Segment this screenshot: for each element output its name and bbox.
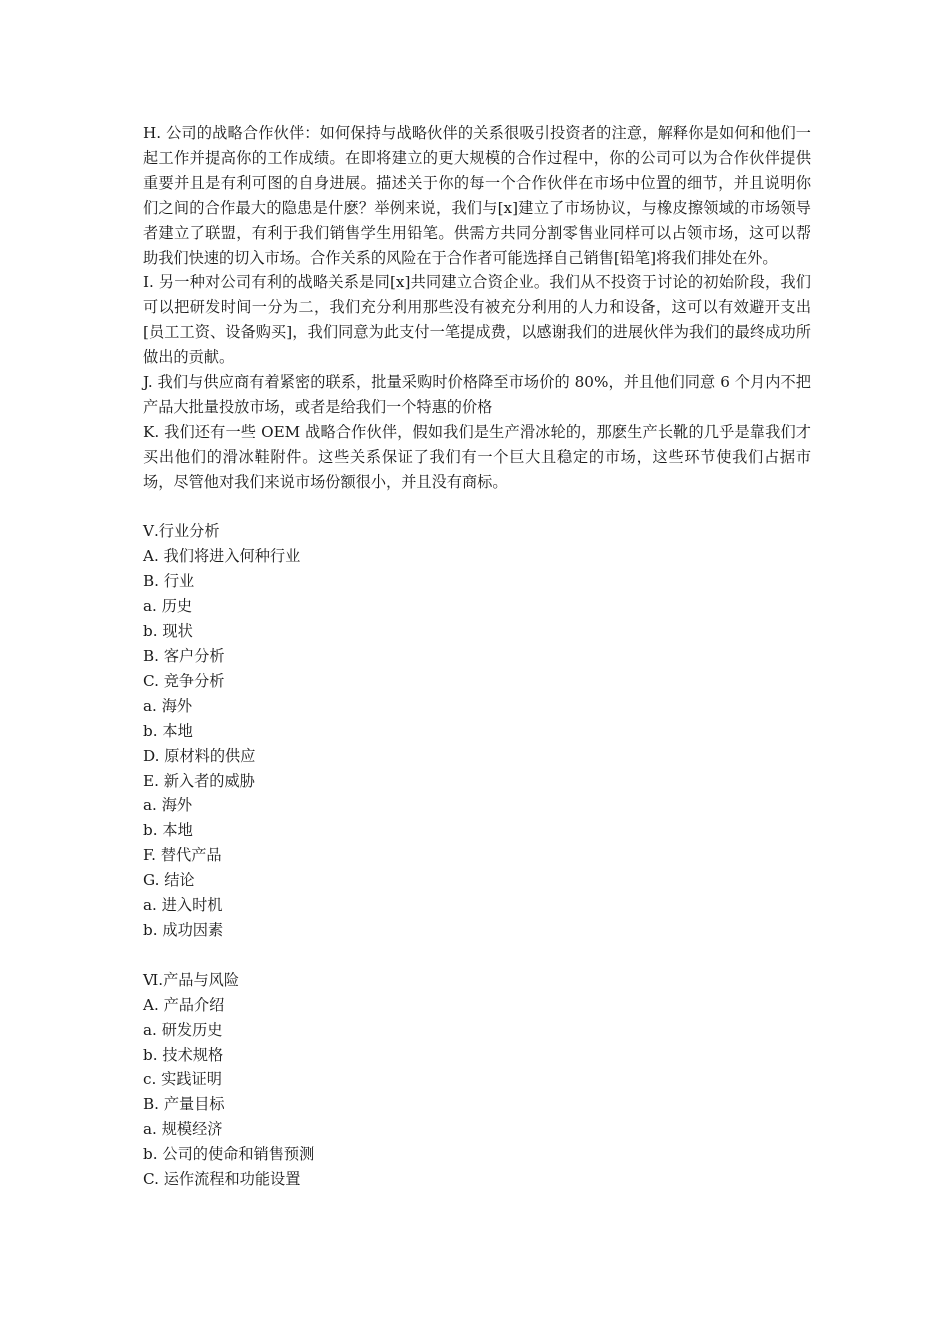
list-item: b. 成功因素: [143, 920, 224, 939]
list-item: F. 替代产品: [143, 846, 222, 865]
list-item: B. 行业: [143, 572, 195, 591]
list-item: a. 海外: [143, 696, 193, 715]
section-industry-analysis-list: [143, 544, 811, 943]
list-item: a. 海外: [143, 796, 193, 815]
paragraph-j: J. 我们与供应商有着紧密的联系，批量采购时价格降至市场价的 80%，并且他们同意 6 个月内不把产品大批量投放市场，或者是给我们一个特惠的价格: [143, 373, 811, 416]
section-product-risk-list: [143, 993, 811, 1192]
list-item: a. 进入时机: [143, 896, 223, 915]
section-heading-industry-analysis: Ⅴ.行业分析: [143, 522, 220, 541]
list-item: a. 规模经济: [143, 1120, 223, 1139]
list-item: G. 结论: [143, 871, 195, 890]
list-item: B. 产量目标: [143, 1095, 225, 1114]
section-heading-product-risk: Ⅵ.产品与风险: [143, 970, 240, 989]
list-item: E. 新入者的威胁: [143, 771, 255, 790]
paragraph-i: I. 另一种对公司有利的战略关系是同[x]共同建立合资企业。我们从不投资于讨论的初始阶段，我们可以把研发时间一分为二，我们充分利用那些没有被充分利用的人力和设备，这可以有效避开支出[员工工资、设备购买]，我们同意为此支付一笔提成费，以感谢我们的进展伙伴为我们的最终成功所做出的贡献。: [143, 273, 811, 367]
list-item: b. 本地: [143, 721, 193, 740]
paragraph-k: K. 我们还有一些 OEM 战略合作伙伴，假如我们是生产滑冰轮的，那麽生产长靴的几乎是靠我们才买出他们的滑冰鞋附件。这些关系保证了我们有一个巨大且稳定的市场，这些环节使我们占据市场，尽管他对我们来说市场份额很小，并且没有商标。: [143, 422, 811, 491]
paragraph-h: H. 公司的战略合作伙伴：如何保持与战略伙伴的关系很吸引投资者的注意，解释你是如何和他们一起工作并提高你的工作成绩。在即将建立的更大规模的合作过程中，你的公司可以为合作伙伴提供重要并且是有利可图的自身进展。描述关于你的每一个合作伙伴在市场中位置的细节，并且说明你们之间的合作最大的隐患是什麽？举例来说，我们与[x]建立了市场协议，与橡皮擦领域的市场领导者建立了联盟，有利于我们销售学生用铅笔。供需方共同分割零售业同样可以占领市场，这可以帮助我们快速的切入市场。合作关系的风险在于合作者可能选择自己销售[铅笔]将我们排处在外。: [143, 124, 811, 267]
list-item: b. 本地: [143, 821, 193, 840]
list-item: b. 技术规格: [143, 1045, 224, 1064]
document-page: [143, 121, 811, 1192]
list-item: A. 产品介绍: [143, 995, 225, 1014]
list-item: a. 研发历史: [143, 1020, 223, 1039]
list-item: b. 公司的使命和销售预测: [143, 1145, 315, 1164]
list-item: D. 原材料的供应: [143, 746, 256, 765]
spacer: [143, 943, 811, 968]
list-item: C. 竞争分析: [143, 671, 225, 690]
list-item: A. 我们将进入何种行业: [143, 547, 301, 566]
list-item: B. 客户分析: [143, 647, 225, 666]
spacer: [143, 495, 811, 520]
list-item: c. 实践证明: [143, 1070, 222, 1089]
list-item: C. 运作流程和功能设置: [143, 1170, 301, 1189]
list-item: a. 历史: [143, 597, 193, 616]
list-item: b. 现状: [143, 622, 193, 641]
